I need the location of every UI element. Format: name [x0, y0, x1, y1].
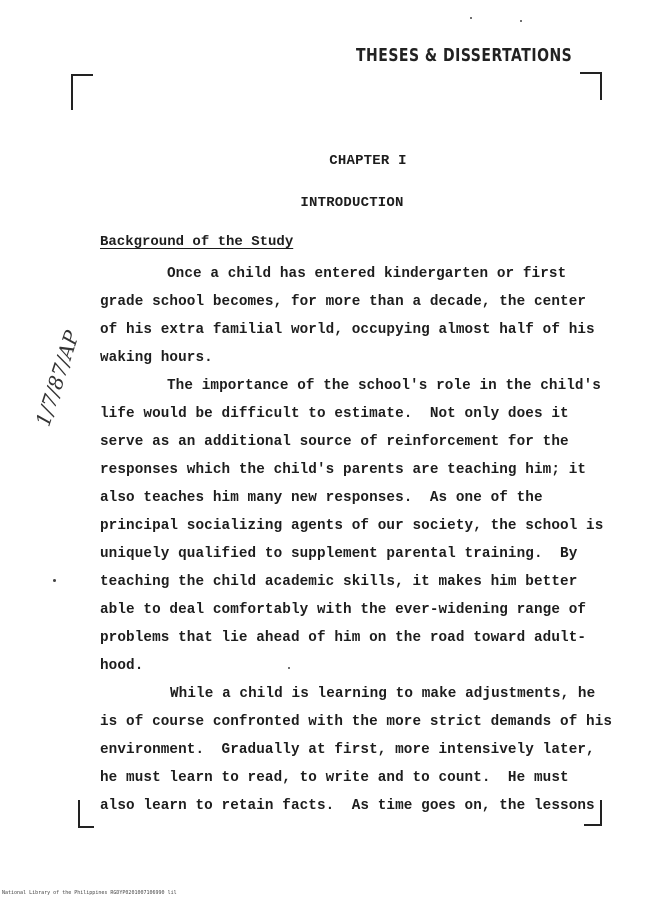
paragraph-line: life would be difficult to estimate. Not only does it: [100, 406, 569, 422]
paragraph-line: hood.: [100, 658, 144, 674]
paragraph-line: principal socializing agents of our society, the school is: [100, 518, 604, 534]
scan-speck: [520, 20, 522, 22]
paragraph-line: problems that lie ahead of him on the road toward adult-: [100, 630, 587, 646]
chapter-heading: CHAPTER I: [329, 153, 407, 169]
paragraph-line: teaching the child academic skills, it makes him better: [100, 574, 578, 590]
chapter-title: INTRODUCTION: [300, 195, 404, 211]
section-heading: Background of the Study: [100, 234, 294, 250]
paragraph-line: grade school becomes, for more than a decade, the center: [100, 294, 587, 310]
paragraph-line: serve as an additional source of reinforcement for the: [100, 434, 569, 450]
paragraph-line: is of course confronted with the more strict demands of his: [100, 714, 613, 730]
paragraph-line: Once a child has entered kindergarten or first: [167, 266, 567, 282]
scan-speck: [470, 17, 472, 19]
crop-mark-top-right: [580, 72, 602, 100]
paragraph-line: he must learn to read, to write and to count. He must: [100, 770, 569, 786]
theses-dissertations-stamp: THESES & DISSERTATIONS: [356, 46, 573, 66]
paragraph-line: environment. Gradually at first, more intensively later,: [100, 742, 595, 758]
handwritten-note-text: 1/7/87/AP: [30, 327, 85, 430]
paragraph-line: able to deal comfortably with the ever-widening range of: [100, 602, 587, 618]
paragraph-line: also teaches him many new responses. As one of the: [100, 490, 543, 506]
paragraph-line: of his extra familial world, occupying almost half of his: [100, 322, 595, 338]
paragraph-line: The importance of the school's role in the child's: [167, 378, 601, 394]
paragraph-line: While a child is learning to make adjustments, he: [170, 686, 596, 702]
library-footer: National Library of the Philippines RGDYP0201007106990 lil: [2, 890, 177, 896]
crop-mark-top-left: [71, 74, 93, 110]
crop-mark-bottom-left: [78, 800, 94, 828]
paragraph-line: also learn to retain facts. As time goes on, the lessons: [100, 798, 595, 814]
body-text: [100, 260, 613, 820]
paragraph-line: waking hours.: [100, 350, 213, 366]
scan-speck: [53, 579, 56, 582]
paragraph-line: responses which the child's parents are teaching him; it: [100, 462, 587, 478]
paragraph-line: uniquely qualified to supplement parental training. By: [100, 546, 578, 562]
